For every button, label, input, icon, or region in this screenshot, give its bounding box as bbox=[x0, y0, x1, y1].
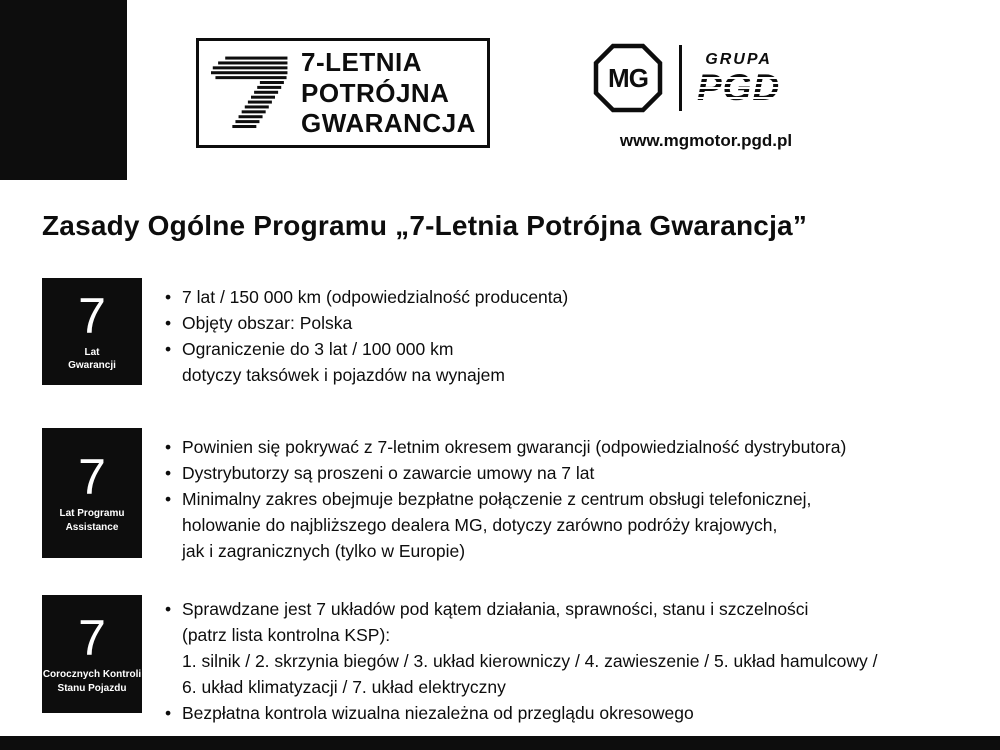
badge-label-line: Assistance bbox=[65, 521, 119, 533]
warranty-logo-line-1: 7-LETNIA bbox=[301, 46, 422, 77]
list-item-text: 1. silnik / 2. skrzynia biegów / 3. układ kierowniczy / 4. zawieszenie / 5. układ hamulcowy / bbox=[182, 651, 878, 671]
bullet-icon: • bbox=[165, 463, 172, 483]
section-corocznych-kontroli bbox=[42, 595, 877, 726]
list-item-text: Sprawdzane jest 7 układów pod kątem działania, sprawności, stanu i szczelności bbox=[182, 599, 809, 619]
list-item bbox=[165, 596, 877, 622]
list-item bbox=[165, 486, 846, 512]
mg-octagon-icon bbox=[592, 42, 664, 114]
section-lat-programu-assistance bbox=[42, 428, 846, 564]
list-item-text: 6. układ klimatyzacji / 7. układ elektryczny bbox=[182, 677, 506, 697]
header-corner-block bbox=[0, 0, 127, 180]
list-item bbox=[165, 460, 846, 486]
bullet-icon: • bbox=[165, 287, 172, 307]
section-text bbox=[165, 278, 568, 388]
seven-stripes-icon bbox=[211, 50, 291, 136]
badge-label bbox=[68, 346, 116, 373]
badge-corocznych-kontroli bbox=[42, 595, 142, 713]
badge-label-line: Corocznych Kontroli bbox=[42, 669, 142, 680]
list-item-text: holowanie do najbliższego dealera MG, dotyczy zarówno podróży krajowych, bbox=[182, 515, 778, 535]
list-item-text: Ograniczenie do 3 lat / 100 000 km bbox=[182, 339, 454, 359]
logo-divider bbox=[679, 45, 682, 111]
list-item bbox=[165, 284, 568, 310]
badge-label-line: Lat Programu bbox=[59, 508, 125, 519]
list-item-continuation bbox=[165, 512, 846, 538]
list-item-text: Minimalny zakres obejmuje bezpłatne połączenie z centrum obsługi telefonicznej, bbox=[182, 489, 812, 509]
list-item-text: dotyczy taksówek i pojazdów na wynajem bbox=[182, 365, 505, 385]
list-item bbox=[165, 434, 846, 460]
badge-number: 7 bbox=[78, 610, 106, 666]
list-item-text: jak i zagranicznych (tylko w Europie) bbox=[182, 541, 466, 561]
badge-lat-gwarancji bbox=[42, 278, 142, 385]
mg-pgd-logo-group bbox=[592, 40, 780, 116]
list-item-text: Bezpłatna kontrola wizualna niezależna od przeglądu okresowego bbox=[182, 703, 694, 723]
list-item-continuation bbox=[165, 622, 877, 648]
list-item-continuation bbox=[165, 362, 568, 388]
bullet-icon: • bbox=[165, 599, 172, 619]
bullet-icon: • bbox=[165, 703, 172, 723]
list-item-text: Powinien się pokrywać z 7-letnim okresem gwarancji (odpowiedzialność dystrybutora) bbox=[182, 437, 847, 457]
badge-label bbox=[59, 507, 124, 534]
page-title: Zasady Ogólne Programu „7-Letnia Potrójna Gwarancja” bbox=[42, 210, 808, 241]
badge-label-line: Lat bbox=[84, 346, 100, 358]
badge-lat-programu-assistance bbox=[42, 428, 142, 558]
website-url: www.mgmotor.pgd.pl bbox=[619, 131, 793, 150]
badge-label-line: Stanu Pojazdu bbox=[57, 682, 127, 694]
list-item bbox=[165, 336, 568, 362]
bullet-icon: • bbox=[165, 489, 172, 509]
list-item-continuation bbox=[165, 648, 877, 674]
list-item bbox=[165, 310, 568, 336]
list-item bbox=[165, 700, 877, 726]
bullet-icon: • bbox=[165, 313, 172, 333]
list-item-continuation bbox=[165, 538, 846, 564]
list-item-text: (patrz lista kontrolna KSP): bbox=[182, 625, 391, 645]
list-item-continuation bbox=[165, 674, 877, 700]
section-lat-gwarancji bbox=[42, 278, 568, 388]
list-item-text: Objęty obszar: Polska bbox=[182, 313, 353, 333]
warranty-logo-line-3: GWARANCJA bbox=[301, 108, 476, 139]
list-item-text: 7 lat / 150 000 km (odpowiedzialność producenta) bbox=[182, 287, 569, 307]
grupa-label: GRUPA bbox=[705, 50, 772, 68]
badge-number: 7 bbox=[78, 287, 106, 344]
warranty-logo-text bbox=[301, 47, 476, 139]
badge-label bbox=[43, 668, 141, 695]
grupa-pgd-logo bbox=[697, 51, 780, 106]
bullet-icon: • bbox=[165, 437, 172, 457]
section-text bbox=[165, 428, 846, 564]
pgd-label: PGD bbox=[697, 66, 781, 108]
warranty-logo-box bbox=[196, 38, 490, 148]
section-text bbox=[165, 595, 877, 726]
warranty-logo-line-2: POTRÓJNA bbox=[301, 77, 450, 108]
badge-label-line: Gwarancji bbox=[68, 360, 116, 371]
list-item-text: Dystrybutorzy są proszeni o zawarcie umowy na 7 lat bbox=[182, 463, 595, 483]
footer-bar bbox=[0, 736, 1000, 750]
bullet-icon: • bbox=[165, 339, 172, 359]
mg-badge-text: MG bbox=[608, 63, 648, 93]
badge-number: 7 bbox=[78, 449, 106, 505]
